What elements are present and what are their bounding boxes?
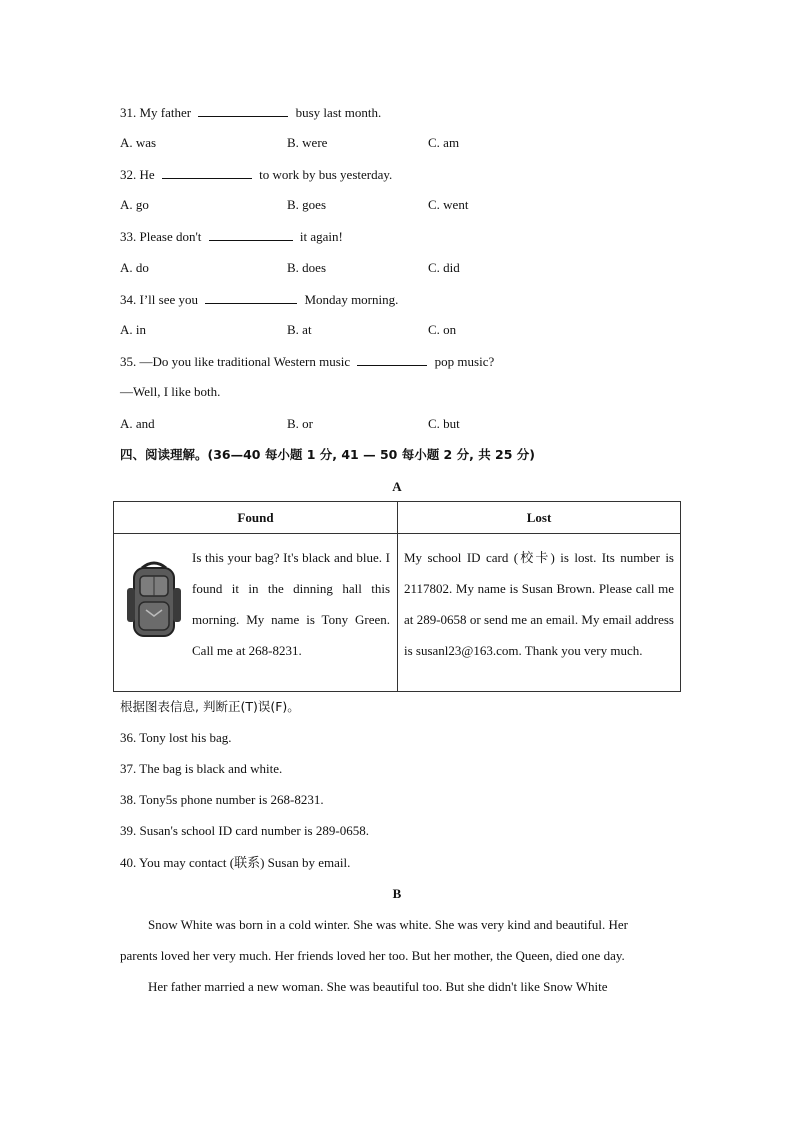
passage-a-label: A — [392, 479, 402, 494]
q31-option-b[interactable]: B. were — [287, 135, 328, 150]
section-4-heading: 四、阅读理解。(36—40 每小题 1 分, 41 — 50 每小题 2 分, 共 25 分) — [120, 447, 536, 462]
q35-stem-start: 35. —Do you like traditional Western music — [120, 354, 351, 369]
q31-stem-end: busy last month. — [295, 105, 382, 120]
q33-stem-start: 33. Please don't — [120, 229, 202, 244]
question-34 — [120, 291, 398, 308]
q32-option-b[interactable]: B. goes — [287, 197, 326, 212]
passage-b-line-1: Snow White was born in a cold winter. She was white. She was very kind and beautiful. Her — [148, 917, 628, 932]
q35-reply: —Well, I like both. — [120, 384, 221, 399]
q34-stem-end: Monday morning. — [304, 292, 399, 307]
statement-38: 38. Tony5s phone number is 268-8231. — [120, 792, 324, 807]
statement-37: 37. The bag is black and white. — [120, 761, 283, 776]
passage-b-line-3: Her father married a new woman. She was beautiful too. But she didn't like Snow White — [148, 979, 608, 994]
backpack-icon — [124, 558, 184, 642]
passage-b-label: B — [392, 886, 402, 901]
q32-blank[interactable] — [162, 166, 252, 179]
q33-blank[interactable] — [209, 228, 293, 241]
q35-option-b[interactable]: B. or — [287, 416, 313, 431]
q34-option-b[interactable]: B. at — [287, 322, 312, 337]
q35-blank[interactable] — [357, 353, 427, 366]
q31-stem-start: 31. My father — [120, 105, 192, 120]
statement-39: 39. Susan's school ID card number is 289-0658. — [120, 823, 369, 838]
q35-option-c[interactable]: C. but — [428, 416, 460, 431]
question-33 — [120, 228, 343, 245]
q34-option-a[interactable]: A. in — [120, 322, 146, 337]
q32-option-a[interactable]: A. go — [120, 197, 149, 212]
statement-40: 40. You may contact (联系) Susan by email. — [120, 855, 351, 870]
q35-option-a[interactable]: A. and — [120, 416, 155, 431]
q32-stem-start: 32. He — [120, 167, 155, 182]
found-lost-table — [113, 501, 681, 692]
q34-stem-start: 34. I’ll see you — [120, 292, 198, 307]
question-31 — [120, 104, 381, 121]
lost-header: Lost — [398, 502, 681, 534]
q34-blank[interactable] — [205, 291, 297, 304]
q32-stem-end: to work by bus yesterday. — [259, 167, 393, 182]
statement-36: 36. Tony lost his bag. — [120, 730, 232, 745]
q33-option-c[interactable]: C. did — [428, 260, 460, 275]
found-cell — [114, 534, 398, 692]
q35-stem-end: pop music? — [434, 354, 495, 369]
lost-cell — [398, 534, 681, 692]
question-35 — [120, 353, 494, 370]
found-notice-text: Is this your bag? It's black and blue. I found it in the dinning hall this morning. My name is Tony Green. Call me at 268-8231. — [192, 550, 390, 658]
q31-option-a[interactable]: A. was — [120, 135, 157, 150]
question-32 — [120, 166, 392, 183]
tf-instruction: 根据图表信息, 判断正(T)误(F)。 — [120, 699, 300, 714]
lost-notice-text: My school ID card (校卡) is lost. Its number is 2117802. My name is Susan Brown. Please call me at 289-0658 or send me an email. My email address is susanl23@163.com. Thank you very much. — [404, 550, 674, 658]
q34-option-c[interactable]: C. on — [428, 322, 457, 337]
q33-option-a[interactable]: A. do — [120, 260, 149, 275]
q33-option-b[interactable]: B. does — [287, 260, 326, 275]
q33-stem-end: it again! — [299, 229, 343, 244]
q32-option-c[interactable]: C. went — [428, 197, 469, 212]
found-header: Found — [114, 502, 398, 534]
q31-blank[interactable] — [198, 104, 288, 117]
passage-b-line-2: parents loved her very much. Her friends loved her too. But her mother, the Queen, died one day. — [120, 948, 625, 963]
q31-option-c[interactable]: C. am — [428, 135, 460, 150]
